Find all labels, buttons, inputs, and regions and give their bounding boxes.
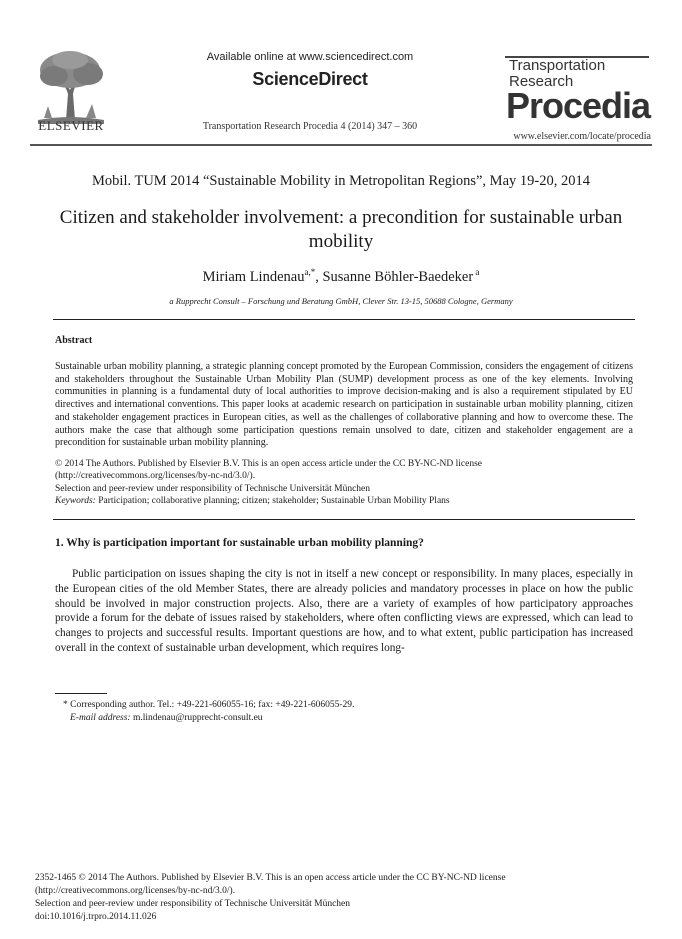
keywords-label: Keywords: [55, 496, 96, 506]
affiliation-marker: a, [304, 267, 311, 277]
footer-review-note: Selection and peer-review under responsibility of Technische Universität München [35, 899, 351, 909]
section-heading: 1. Why is participation important for sustainable urban mobility planning? [55, 537, 424, 549]
email-label: E-mail address: [70, 713, 131, 723]
affiliation: a Rupprecht Consult – Forschung und Beratung GmbH, Clever Str. 13-15, 50688 Cologne, Germany [169, 296, 513, 306]
keywords-text: Participation; collaborative planning; citizen; stakeholder; Sustainable Urban Mobility Plans [95, 496, 450, 506]
paper-title: Citizen and stakeholder involvement: a precondition for sustainable urban mobility [59, 207, 623, 252]
footnote-rule [55, 693, 107, 694]
email-address-link[interactable]: m.lindenau@rupprecht-consult.eu [130, 713, 263, 723]
journal-url-link[interactable]: www.elsevier.com/locate/procedia [513, 131, 651, 142]
procedia-logo-line3: Procedia [506, 85, 651, 126]
abstract-license: © 2014 The Authors. Published by Elsevier B.V. This is an open access article under the CC BY-NC-ND license [55, 459, 483, 469]
keywords-line [55, 495, 450, 507]
journal-citation: Transportation Research Procedia 4 (2014) 347 – 360 [202, 121, 418, 132]
author-separator: , [315, 268, 323, 285]
sciencedirect-wordmark: ScienceDirect [252, 69, 368, 89]
elsevier-wordmark: ELSEVIER [38, 118, 104, 133]
abstract-heading: Abstract [55, 335, 93, 346]
email-footnote [70, 713, 263, 723]
corresponding-author-footnote: * Corresponding author. Tel.: +49-221-606055-16; fax: +49-221-606055-29. [63, 700, 355, 710]
corresponding-marker: * [310, 267, 316, 277]
available-online-text: Available online at www.sciencedirect.com [206, 51, 414, 63]
affiliation-marker: a [473, 267, 480, 277]
procedia-logo-line2: Research [509, 73, 574, 90]
abstract-bottom-rule [53, 519, 635, 520]
header-divider [30, 144, 652, 146]
footer-license: 2352-1465 © 2014 The Authors. Published by Elsevier B.V. This is an open access article under the CC BY-NC-ND license [35, 873, 506, 883]
conference-line: Mobil. TUM 2014 “Sustainable Mobility in Metropolitan Regions”, May 19-20, 2014 [92, 173, 590, 189]
footer-doi[interactable]: doi:10.1016/j.trpro.2014.11.026 [35, 912, 157, 922]
author-name: Miriam Lindenau [202, 268, 305, 285]
procedia-logo-line1: Transportation [509, 57, 606, 74]
section-body: Public participation on issues shaping the city is not in itself a new concept or responsibility. In many places, especially in the European cities of the old Member States, there are already policies and mandatory processes in place on how the public should be involved in major construction projects. Also, there are a variety of examples of how participatory approaches provide a forum for the debate of issues raised by stakeholders, where often conflicting views are expressed, which can lead to changes to projects and successful results. Important questions are how, and to what extent, public participation has increased overall in the context of sustainable urban development, which requires long- [55, 568, 633, 654]
abstract-top-rule [53, 319, 635, 320]
abstract-license-link[interactable]: (http://creativecommons.org/licenses/by-nc-nd/3.0/). [55, 471, 256, 481]
abstract-review-note: Selection and peer-review under responsibility of Technische Universität München [55, 484, 371, 494]
abstract-text: Sustainable urban mobility planning, a strategic planning concept promoted by the European Commission, considers the engagement of citizens and stakeholders throughout the Sustainable Urban Mobility Plan (SUMP) development process as one of the key elements. Involving communities in planning is a fundamental duty of local authorities to improve decision-making and is also a requirement stipulated by EU directives and international conventions. This paper looks at academic research on participation in sustainable urban mobility planning, citizen and stakeholder engagement practices in European cities, as well as the challenges of collaborative planning and how to overcome these. The authors make the case that although some participation questions remain unsolved to date, citizen and stakeholder engagement are a precondition for sustainable urban mobility planning. [55, 361, 633, 449]
footer-license-link[interactable]: (http://creativecommons.org/licenses/by-nc-nd/3.0/). [35, 886, 236, 896]
author-list [30, 267, 652, 286]
author-name: Susanne Böhler-Baedeker [322, 268, 474, 285]
